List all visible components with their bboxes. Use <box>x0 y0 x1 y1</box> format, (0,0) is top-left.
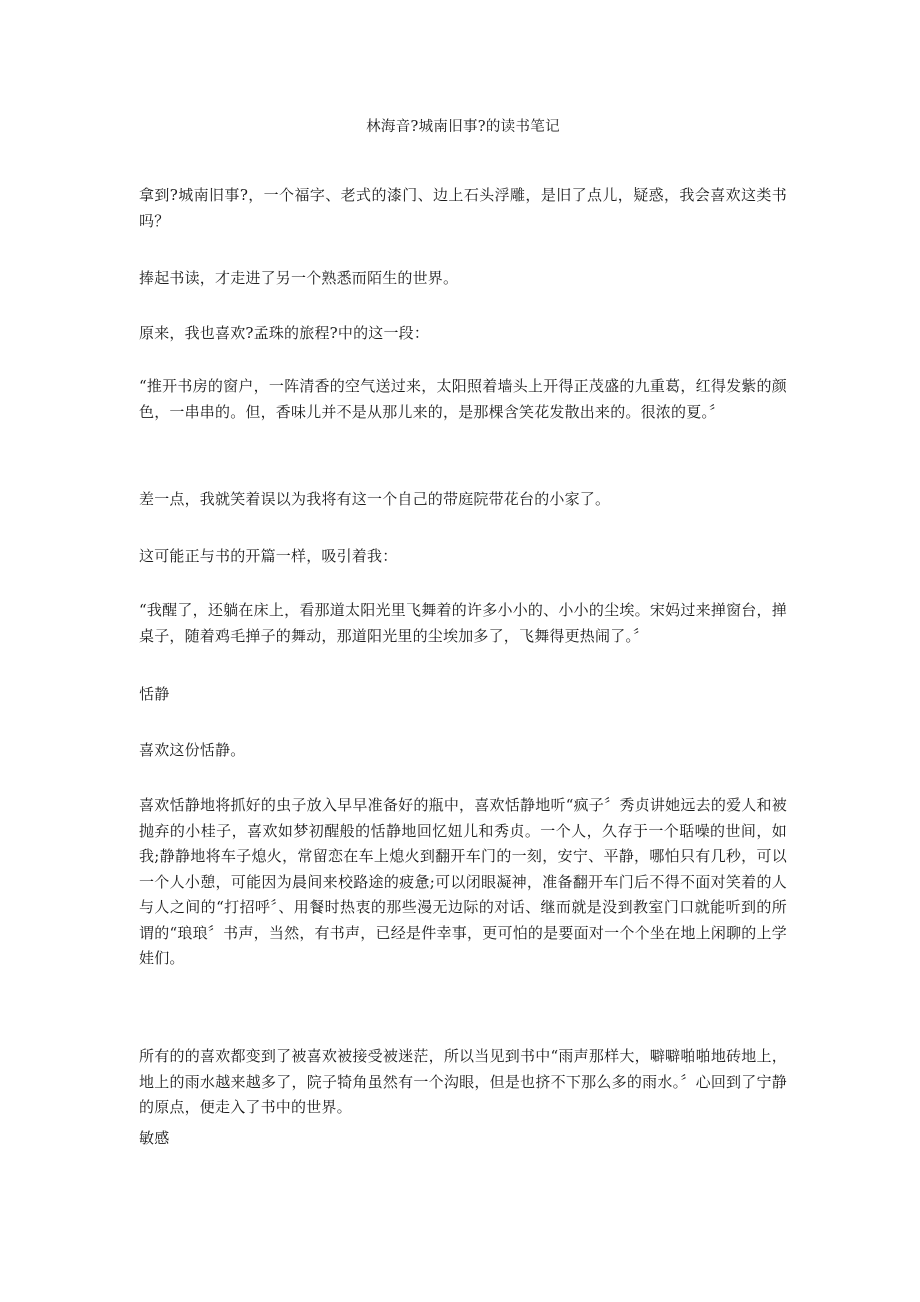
paragraph-1: 拿到?城南旧事?，一个福字、老式的漆门、边上石头浮雕，是旧了点儿，疑惑，我会喜欢这类书吗？ <box>139 186 787 230</box>
document-title: 林海音?城南旧事?的读书笔记 <box>366 119 560 135</box>
paragraph-6: 这可能正与书的开篇一样，吸引着我： <box>139 547 398 565</box>
paragraph-9: 喜欢恬静地将抓好的虫子放入早早准备好的瓶中，喜欢恬静地听“疯子〞秀贞讲她远去的爱人和被抛弃的小桂子，喜欢如梦初醒般的恬静地回忆妞儿和秀贞。一个人，久存于一个聒噪的世间，如我;静静地将车子熄火，常留恋在车上熄火到翻开车门的一刻，安宁、平静，哪怕只有几秒，可以一个人小憩，可能因为晨间来校路途的疲惫;可以闭眼凝神，准备翻开车门后不得不面对笑着的人与人之间的“打招呼〞、用餐时热衷的那些漫无边际的对话、继而就是没到教室门口就能听到的所谓的“琅琅〞书声，当然，有书声，已经是件幸事，更可怕的是要面对一个个坐在地上闲聊的上学娃们。 <box>139 796 787 967</box>
paragraph-10: 所有的的喜欢都变到了被喜欢被接受被迷茫，所以当见到书中“雨声那样大，噼噼啪啪地砖地上，地上的雨水越来越多了，院子犄角虽然有一个沟眼，但是也挤不下那么多的雨水。〞心回到了宁静的原点，便走入了书中的世界。 <box>139 1047 787 1116</box>
paragraph-2: 捧起书读，才走进了另一个熟悉而陌生的世界。 <box>139 269 459 287</box>
paragraph-4-quote: “推开书房的窗户，一阵清香的空气送过来，太阳照着墙头上开得正茂盛的九重葛，红得发紫的颜色，一串串的。但，香味儿并不是从那儿来的，是那棵含笑花发散出来的。很浓的夏。〞 <box>139 377 787 421</box>
paragraph-5: 差一点，我就笑着误以为我将有这一个自己的带庭院带花台的小家了。 <box>139 490 611 508</box>
section-heading-tranquility: 恬静 <box>139 685 170 703</box>
paragraph-7-quote: “我醒了，还躺在床上，看那道太阳光里飞舞着的许多小小的、小小的尘埃。宋妈过来掸窗台，掸桌子，随着鸡毛掸子的舞动，那道阳光里的尘埃加多了，飞舞得更热闹了。〞 <box>139 601 787 645</box>
paragraph-8: 喜欢这份恬静。 <box>139 741 246 759</box>
section-heading-sensitivity: 敏感 <box>139 1129 170 1147</box>
paragraph-3: 原来，我也喜欢?孟珠的旅程?中的这一段： <box>139 324 430 342</box>
